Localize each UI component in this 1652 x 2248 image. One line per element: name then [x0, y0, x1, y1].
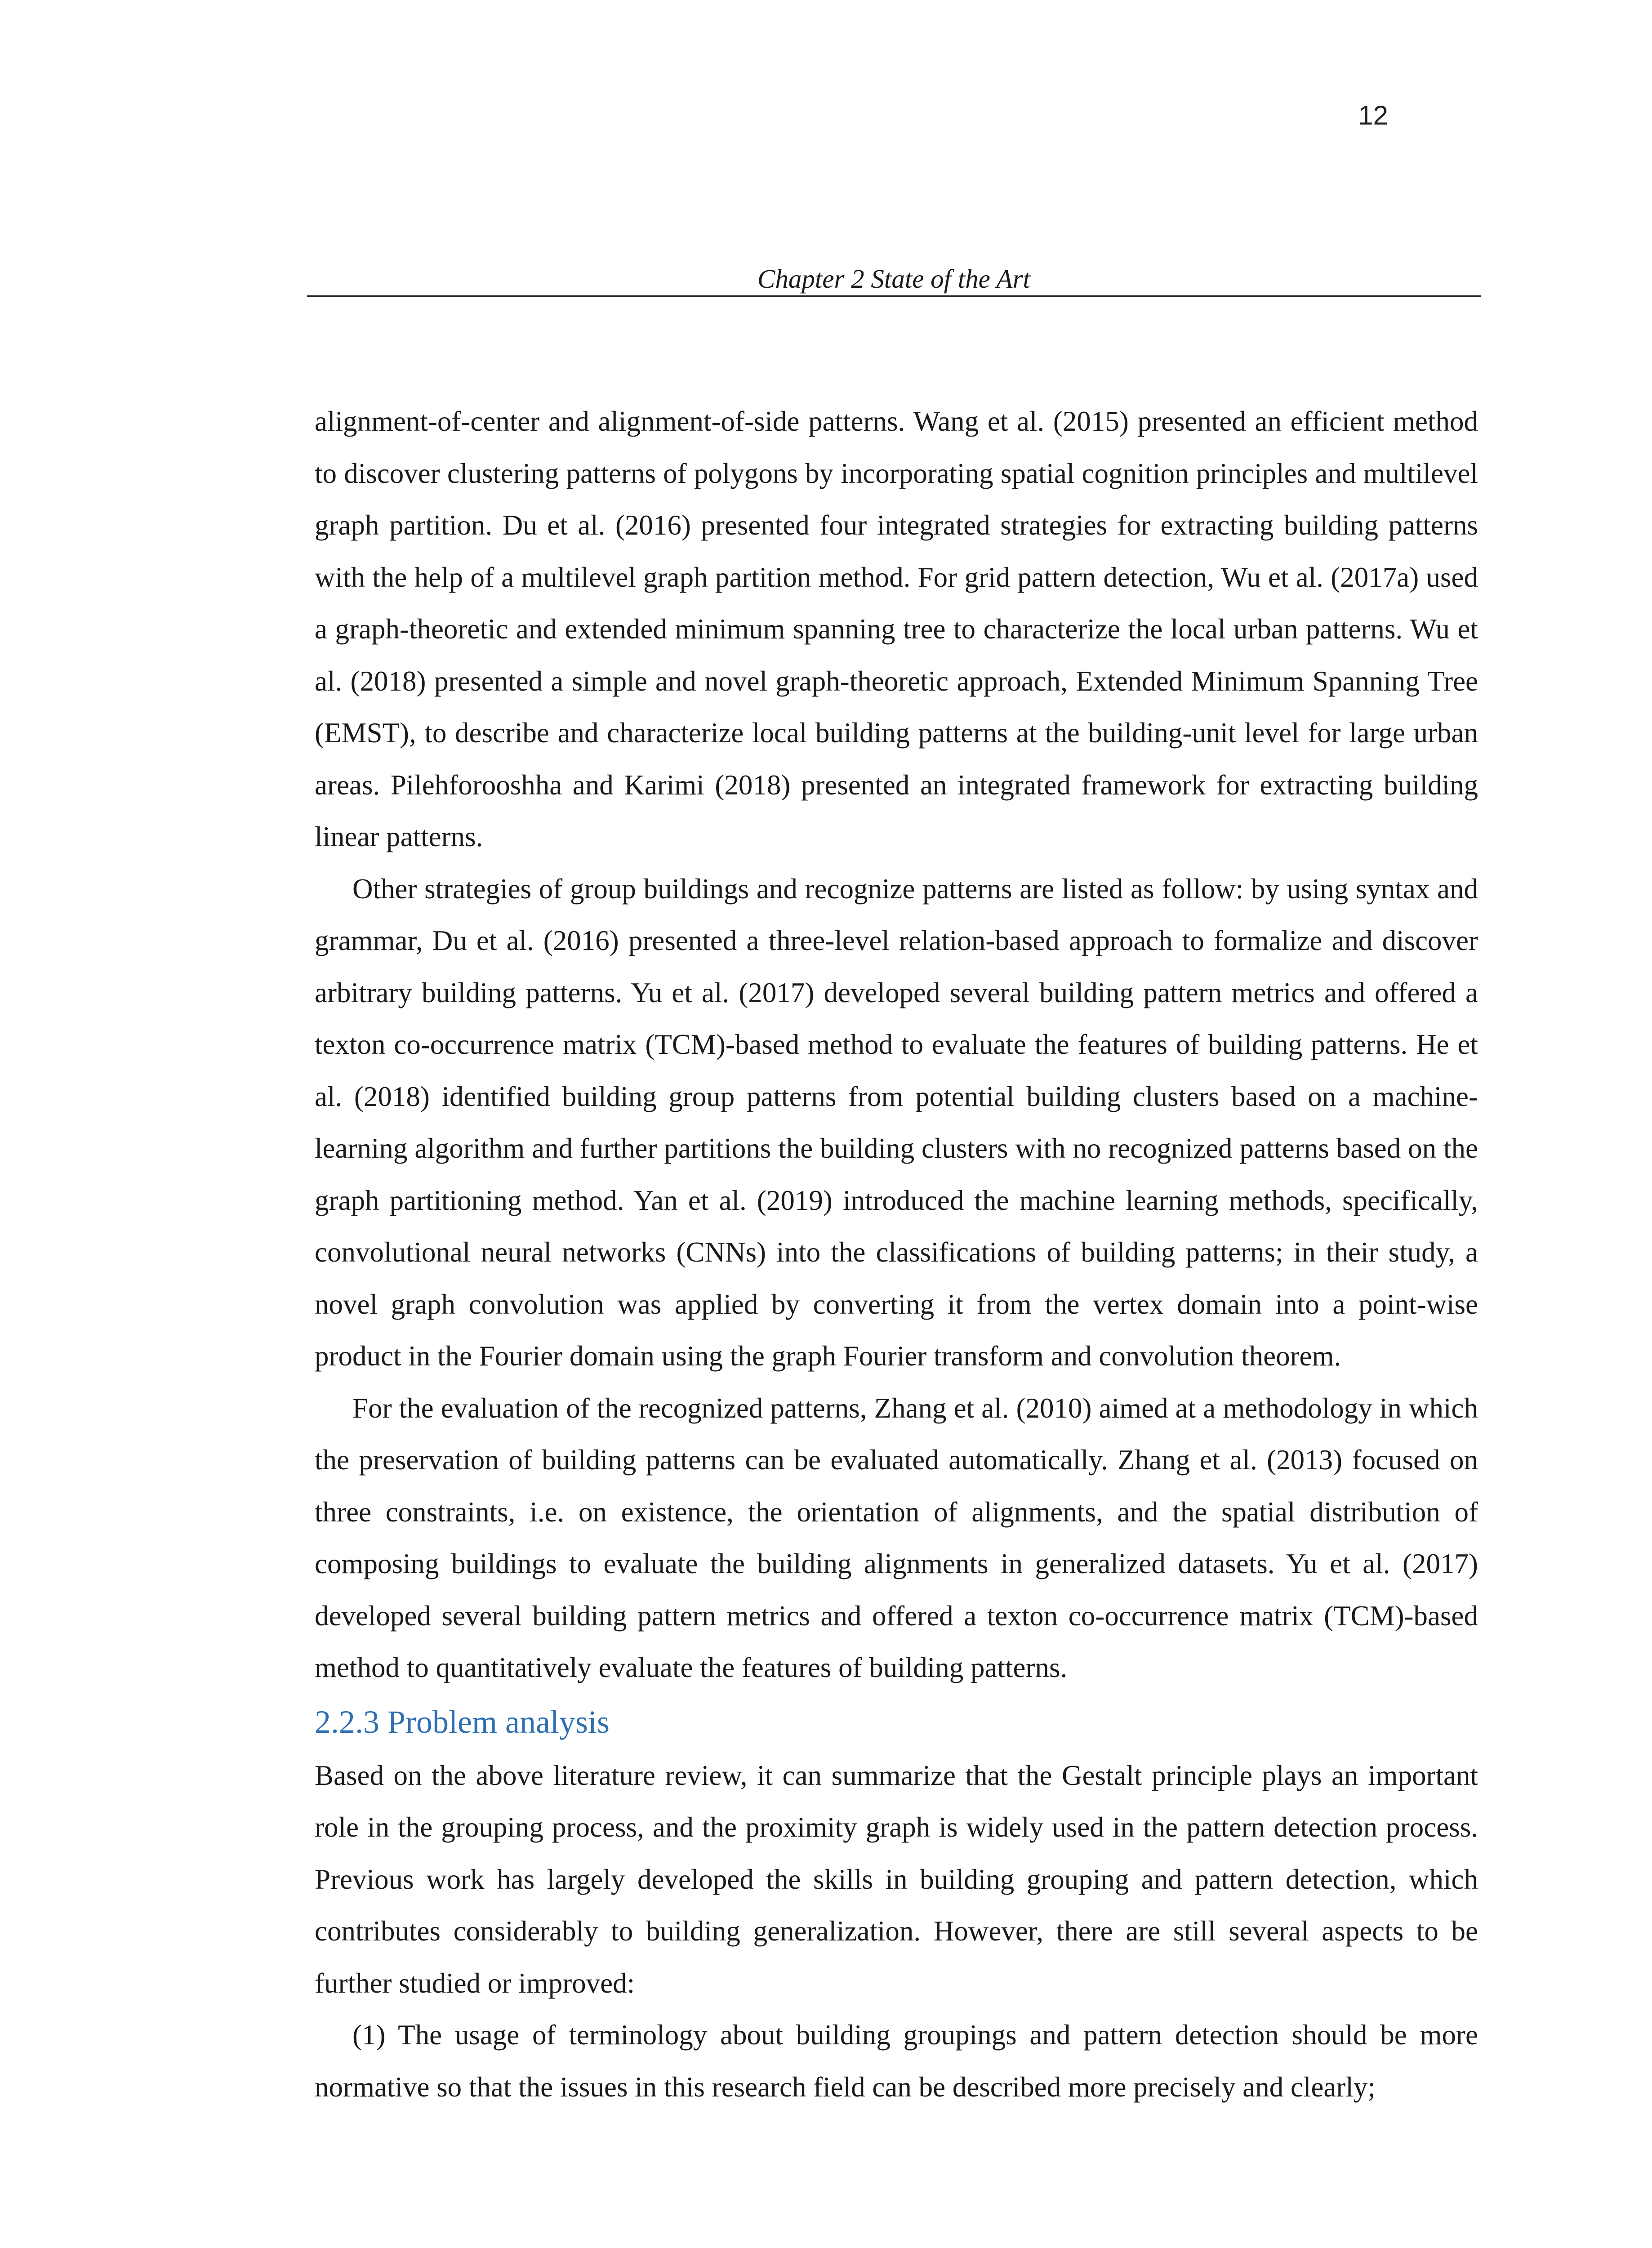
paragraph: Other strategies of group buildings and recognize patterns are listed as follow: by using syntax and grammar, Du et al. (2016) presented a three-level relation-based approach to formalize and discover arbitrary building patterns. Yu et al. (2017) developed several building pattern metrics and offered a texton co-occurrence matrix (TCM)-based method to evaluate the features of building patterns. He et al. (2018) identified building group patterns from potential building clusters based on a machine-learning algorithm and further partitions the building clusters with no recognized patterns based on the graph partitioning method. Yan et al. (2019) introduced the machine learning methods, specifically, convolutional neural networks (CNNs) into the classifications of building patterns; in their study, a novel graph convolution was applied by converting it from the vertex domain into a point-wise product in the Fourier domain using the graph Fourier transform and convolution theorem.: [315, 873, 1478, 1372]
paragraph: For the evaluation of the recognized patterns, Zhang et al. (2010) aimed at a methodology in which the preservation of building patterns can be evaluated automatically. Zhang et al. (2013) focused on three constraints, i.e. on existence, the orientation of alignments, and the spatial distribution of composing buildings to evaluate the building alignments in generalized datasets. Yu et al. (2017) developed several building pattern metrics and offered a texton co-occurrence matrix (TCM)-based method to quantitatively evaluate the features of building patterns.: [315, 1392, 1478, 1683]
body-text: [315, 396, 1478, 2113]
page-number: 12: [1358, 100, 1388, 130]
paragraph: (1) The usage of terminology about building groupings and pattern detection should be more normative so that the issues in this research field can be described more precisely and clearly;: [315, 2019, 1478, 2103]
header-rule: [307, 295, 1481, 297]
running-header: Chapter 2 State of the Art: [757, 264, 1030, 294]
section-heading: 2.2.3 Problem analysis: [315, 1704, 610, 1740]
paragraph: Based on the above literature review, it can summarize that the Gestalt principle plays an important role in the grouping process, and the proximity graph is widely used in the pattern detection process. Previous work has largely developed the skills in building grouping and pattern detection, which contributes considerably to building generalization. However, there are still several aspects to be further studied or improved:: [315, 1759, 1478, 1999]
paragraph: alignment-of-center and alignment-of-side patterns. Wang et al. (2015) presented an efficient method to discover clustering patterns of polygons by incorporating spatial cognition principles and multilevel graph partition. Du et al. (2016) presented four integrated strategies for extracting building patterns with the help of a multilevel graph partition method. For grid pattern detection, Wu et al. (2017a) used a graph-theoretic and extended minimum spanning tree to characterize the local urban patterns. Wu et al. (2018) presented a simple and novel graph-theoretic approach, Extended Minimum Spanning Tree (EMST), to describe and characterize local building patterns at the building-unit level for large urban areas. Pilehforooshha and Karimi (2018) presented an integrated framework for extracting building linear patterns.: [315, 406, 1478, 852]
